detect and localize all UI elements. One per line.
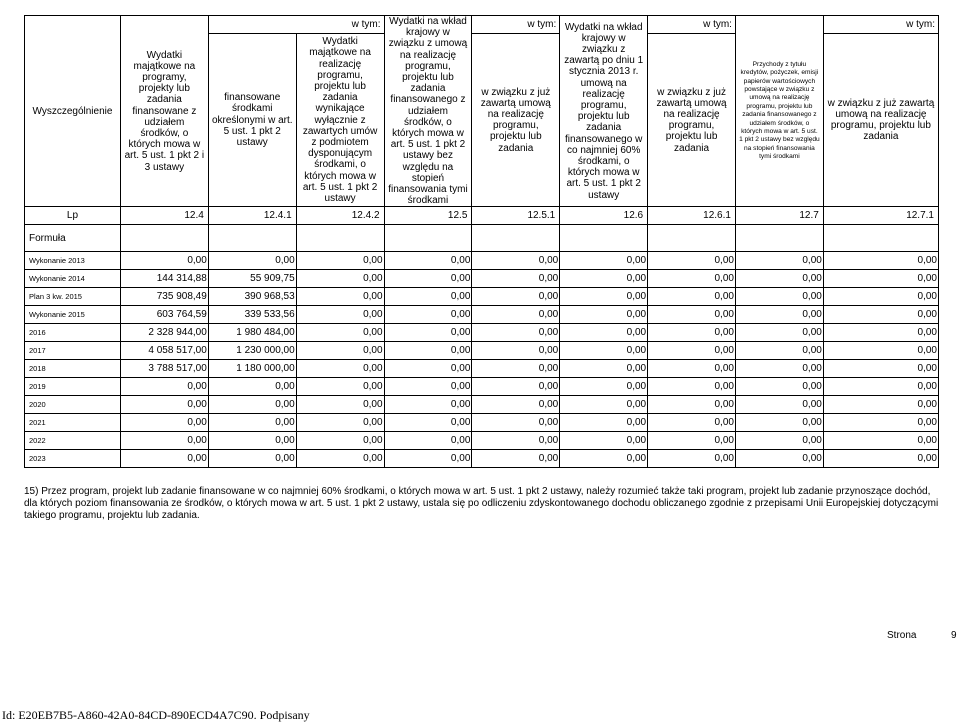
table-row — [25, 252, 939, 270]
value-cell: 0,00 — [735, 288, 823, 306]
row-label: 2022 — [25, 432, 121, 450]
data-rows — [25, 252, 939, 468]
formula-cell — [560, 225, 648, 252]
value-cell: 0,00 — [823, 342, 938, 360]
value-cell: 0,00 — [823, 414, 938, 432]
value-cell: 0,00 — [823, 378, 938, 396]
value-cell: 0,00 — [648, 342, 736, 360]
formula-row — [25, 225, 939, 252]
value-cell: 0,00 — [648, 306, 736, 324]
value-cell: 735 908,49 — [120, 288, 208, 306]
value-cell: 0,00 — [384, 360, 472, 378]
page-label: Strona — [887, 630, 917, 641]
value-cell: 0,00 — [208, 396, 296, 414]
value-cell: 339 533,56 — [208, 306, 296, 324]
footnote: 15) Przez program, projekt lub zadanie finansowane w co najmniej 60% środkami, o których mowa w art. 5 ust. 1 pkt 2 ustawy, należy rozumieć także taki program, projekt lub zadanie przynoszące dochód, dla których poziom finansowania ze środków, o których mowa w art. 5 ust. 1 pkt 2 ustawy, ustala się po odliczeniu zdyskontowanego dochodu obliczanego zgodnie z przepisami Unii Europejskiej dotyczącymi takiego programu, projektu lub zadania. — [24, 486, 939, 522]
value-cell: 0,00 — [735, 378, 823, 396]
table-row — [25, 396, 939, 414]
lp-cell: 12.7.1 — [823, 207, 938, 225]
value-cell: 0,00 — [735, 270, 823, 288]
formula-cell — [296, 225, 384, 252]
header-cell: Wyszczególnienie — [25, 16, 121, 207]
value-cell: 0,00 — [735, 306, 823, 324]
table-row — [25, 270, 939, 288]
value-cell: 0,00 — [560, 360, 648, 378]
value-cell: 0,00 — [296, 450, 384, 468]
row-label: Plan 3 kw. 2015 — [25, 288, 121, 306]
value-cell: 0,00 — [384, 270, 472, 288]
value-cell: 0,00 — [560, 306, 648, 324]
value-cell: 0,00 — [823, 306, 938, 324]
formula-cell — [472, 225, 560, 252]
value-cell: 0,00 — [120, 414, 208, 432]
lp-cell: 12.5 — [384, 207, 472, 225]
header-cell: w związku z już zawartą umową na realizację programu, projektu lub zadania — [648, 34, 736, 207]
value-cell: 0,00 — [735, 432, 823, 450]
value-cell: 0,00 — [384, 288, 472, 306]
value-cell: 0,00 — [648, 324, 736, 342]
value-cell: 0,00 — [560, 396, 648, 414]
wpf-table — [24, 15, 939, 468]
value-cell: 390 968,53 — [208, 288, 296, 306]
top-label-row — [25, 16, 939, 34]
formula-cell — [823, 225, 938, 252]
value-cell: 0,00 — [296, 270, 384, 288]
value-cell: 0,00 — [384, 432, 472, 450]
w-tym-label: w tym: — [472, 16, 560, 34]
value-cell: 0,00 — [560, 288, 648, 306]
value-cell: 3 788 517,00 — [120, 360, 208, 378]
value-cell: 0,00 — [560, 270, 648, 288]
value-cell: 0,00 — [296, 432, 384, 450]
row-label: 2017 — [25, 342, 121, 360]
value-cell: 0,00 — [208, 378, 296, 396]
value-cell: 1 180 000,00 — [208, 360, 296, 378]
value-cell: 0,00 — [648, 414, 736, 432]
value-cell: 55 909,75 — [208, 270, 296, 288]
header-cell: finansowane środkami określonymi w art. 5 ust. 1 pkt 2 ustawy — [208, 34, 296, 207]
row-label: 2021 — [25, 414, 121, 432]
value-cell: 0,00 — [648, 450, 736, 468]
value-cell: 0,00 — [384, 378, 472, 396]
value-cell: 0,00 — [472, 360, 560, 378]
value-cell: 0,00 — [208, 414, 296, 432]
value-cell: 0,00 — [560, 342, 648, 360]
formula-label: Formuła — [25, 225, 121, 252]
value-cell: 0,00 — [823, 432, 938, 450]
table-row — [25, 324, 939, 342]
value-cell: 0,00 — [472, 432, 560, 450]
row-label: 2016 — [25, 324, 121, 342]
value-cell: 0,00 — [823, 360, 938, 378]
lp-label: Lp — [25, 207, 121, 225]
value-cell: 0,00 — [120, 450, 208, 468]
value-cell: 144 314,88 — [120, 270, 208, 288]
value-cell: 0,00 — [296, 396, 384, 414]
table-row — [25, 378, 939, 396]
value-cell: 0,00 — [384, 450, 472, 468]
value-cell: 0,00 — [735, 324, 823, 342]
value-cell: 0,00 — [560, 414, 648, 432]
page-number: 9 — [951, 630, 957, 641]
value-cell: 0,00 — [823, 252, 938, 270]
header-cell: Wydatki majątkowe na realizację programu, projektu lub zadania wynikające wyłącznie z zawartych umów z podmiotem dysponującym środkami, o których mowa w art. 5 ust. 1 pkt 2 ustawy — [296, 34, 384, 207]
lp-cell: 12.5.1 — [472, 207, 560, 225]
value-cell: 0,00 — [208, 252, 296, 270]
header-cell: w związku z już zawartą umową na realizację programu, projektu lub zadania — [472, 34, 560, 207]
value-cell: 0,00 — [296, 378, 384, 396]
value-cell: 0,00 — [560, 450, 648, 468]
value-cell: 0,00 — [120, 432, 208, 450]
table-row — [25, 342, 939, 360]
value-cell: 0,00 — [384, 396, 472, 414]
row-label: 2020 — [25, 396, 121, 414]
value-cell: 0,00 — [560, 378, 648, 396]
formula-cell — [208, 225, 296, 252]
value-cell: 0,00 — [472, 252, 560, 270]
value-cell: 0,00 — [384, 306, 472, 324]
value-cell: 0,00 — [384, 342, 472, 360]
formula-cell — [120, 225, 208, 252]
w-tym-label: w tym: — [648, 16, 736, 34]
value-cell: 0,00 — [648, 252, 736, 270]
table-row — [25, 450, 939, 468]
table-row — [25, 306, 939, 324]
value-cell: 4 058 517,00 — [120, 342, 208, 360]
value-cell: 0,00 — [296, 414, 384, 432]
value-cell: 0,00 — [560, 252, 648, 270]
row-label: Wykonanie 2014 — [25, 270, 121, 288]
value-cell: 0,00 — [560, 432, 648, 450]
formula-cell — [648, 225, 736, 252]
value-cell: 0,00 — [472, 306, 560, 324]
value-cell: 0,00 — [648, 270, 736, 288]
table-row — [25, 414, 939, 432]
value-cell: 0,00 — [296, 324, 384, 342]
row-label: Wykonanie 2015 — [25, 306, 121, 324]
value-cell: 0,00 — [472, 414, 560, 432]
formula-cell — [384, 225, 472, 252]
w-tym-label: w tym: — [208, 16, 384, 34]
value-cell: 0,00 — [823, 450, 938, 468]
value-cell: 0,00 — [735, 252, 823, 270]
value-cell: 0,00 — [823, 324, 938, 342]
value-cell: 0,00 — [735, 360, 823, 378]
value-cell: 0,00 — [208, 450, 296, 468]
value-cell: 1 230 000,00 — [208, 342, 296, 360]
lp-cell: 12.6.1 — [648, 207, 736, 225]
value-cell: 0,00 — [472, 450, 560, 468]
row-label: 2018 — [25, 360, 121, 378]
value-cell: 0,00 — [648, 432, 736, 450]
value-cell: 0,00 — [296, 360, 384, 378]
value-cell: 0,00 — [472, 288, 560, 306]
value-cell: 0,00 — [823, 270, 938, 288]
value-cell: 0,00 — [472, 342, 560, 360]
value-cell: 0,00 — [296, 306, 384, 324]
value-cell: 0,00 — [472, 396, 560, 414]
value-cell: 1 980 484,00 — [208, 324, 296, 342]
value-cell: 0,00 — [560, 324, 648, 342]
lp-cell: 12.6 — [560, 207, 648, 225]
value-cell: 0,00 — [120, 252, 208, 270]
w-tym-label: w tym: — [823, 16, 938, 34]
value-cell: 0,00 — [823, 288, 938, 306]
value-cell: 0,00 — [472, 270, 560, 288]
header-cell: Wydatki na wkład krajowy w związku z umową na realizację programu, projektu lub zadania finansowanego z udziałem środków, o których mowa w art. 5 ust. 1 pkt 2 ustawy bez względu na stopień finansowania tymi środkami — [384, 16, 472, 207]
table-row — [25, 288, 939, 306]
lp-cell: 12.7 — [735, 207, 823, 225]
value-cell: 0,00 — [296, 342, 384, 360]
value-cell: 0,00 — [735, 342, 823, 360]
header-cell: Przychody z tytułu kredytów, pożyczek, emisji papierów wartościowych powstające w związku z umową na realizację programu, projektu lub zadania finansowanego z udziałem środków, o których mowa w art. 5 ust. 1 pkt 2 ustawy bez względu na stopień finansowania tymi środkami — [735, 16, 823, 207]
value-cell: 0,00 — [823, 396, 938, 414]
value-cell: 0,00 — [472, 378, 560, 396]
value-cell: 0,00 — [120, 396, 208, 414]
row-label: 2019 — [25, 378, 121, 396]
value-cell: 0,00 — [296, 288, 384, 306]
value-cell: 0,00 — [384, 252, 472, 270]
value-cell: 0,00 — [384, 414, 472, 432]
lp-row — [25, 207, 939, 225]
table-row — [25, 432, 939, 450]
value-cell: 0,00 — [648, 378, 736, 396]
value-cell: 0,00 — [472, 324, 560, 342]
document-id: Id: E20EB7B5-A860-42A0-84CD-890ECD4A7C90. Podpisany — [2, 708, 310, 722]
value-cell: 0,00 — [735, 396, 823, 414]
formula-cell — [735, 225, 823, 252]
value-cell: 2 328 944,00 — [120, 324, 208, 342]
value-cell: 0,00 — [735, 414, 823, 432]
value-cell: 0,00 — [735, 450, 823, 468]
header-cell: Wydatki na wkład krajowy w związku z zawartą po dniu 1 stycznia 2013 r. umową na realizację programu, projektu lub zadania finansowanego w co najmniej 60% środkami, o których mowa w art. 5 ust. 1 pkt 2 ustawy — [560, 16, 648, 207]
row-label: 2023 — [25, 450, 121, 468]
value-cell: 0,00 — [648, 360, 736, 378]
lp-cell: 12.4 — [120, 207, 208, 225]
lp-cell: 12.4.1 — [208, 207, 296, 225]
header-cell: Wydatki majątkowe na programy, projekty lub zadania finansowane z udziałem środków, o których mowa w art. 5 ust. 1 pkt 2 i 3 ustawy — [120, 16, 208, 207]
value-cell: 0,00 — [648, 288, 736, 306]
value-cell: 0,00 — [648, 396, 736, 414]
lp-cell: 12.4.2 — [296, 207, 384, 225]
table-row — [25, 360, 939, 378]
value-cell: 0,00 — [120, 378, 208, 396]
value-cell: 0,00 — [384, 324, 472, 342]
value-cell: 603 764,59 — [120, 306, 208, 324]
header-cell: w związku z już zawartą umową na realizację programu, projektu lub zadania — [823, 34, 938, 207]
row-label: Wykonanie 2013 — [25, 252, 121, 270]
value-cell: 0,00 — [208, 432, 296, 450]
value-cell: 0,00 — [296, 252, 384, 270]
